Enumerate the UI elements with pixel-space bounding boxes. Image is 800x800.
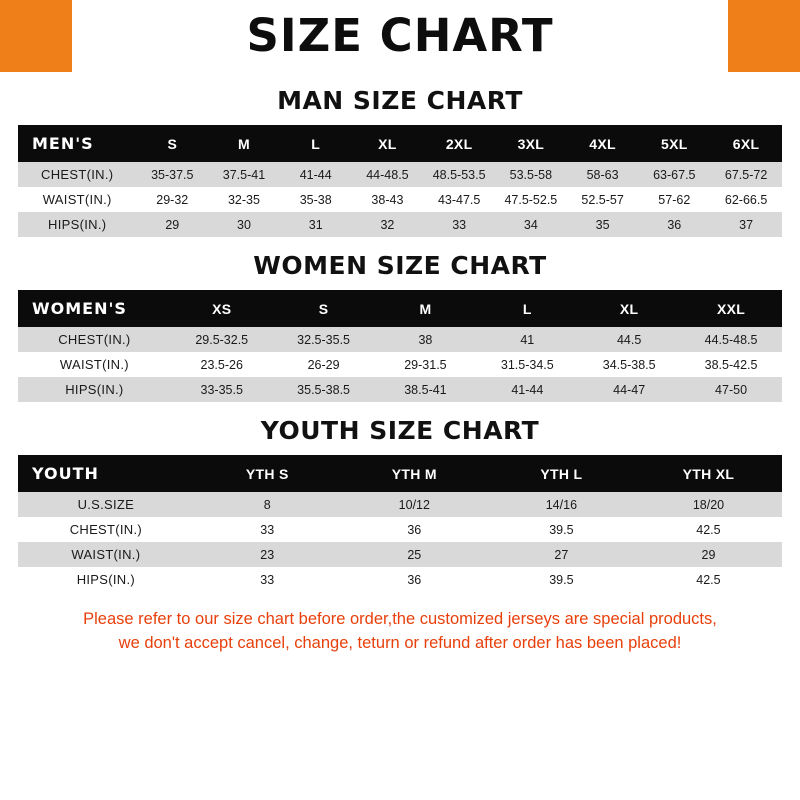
youth-row-2-val-2: 27 [488,542,635,567]
men-row-0-val-8: 67.5-72 [710,162,782,187]
youth-row-2-val-3: 29 [635,542,782,567]
note-line-1: Please refer to our size chart before order,the customized jerseys are special products, [83,610,717,628]
women-row-2-val-3: 41-44 [476,377,578,402]
men-row-1-val-4: 43-47.5 [423,187,495,212]
women-row-2-val-0: 33-35.5 [171,377,273,402]
men-header-5: 2XL [423,125,495,162]
men-row-2-val-4: 33 [423,212,495,237]
men-row-0-val-6: 58-63 [567,162,639,187]
women-header-5: XL [578,290,680,327]
table-row [18,517,782,542]
men-header-8: 5XL [638,125,710,162]
men-header-9: 6XL [710,125,782,162]
table-row [18,567,782,592]
men-header-1: S [136,125,208,162]
men-section-title: MAN SIZE CHART [277,86,523,115]
youth-row-0-val-0: 8 [194,492,341,517]
youth-row-3-label: HIPS(IN.) [18,567,194,592]
men-row-0-val-5: 53.5-58 [495,162,567,187]
men-header-0: MEN'S [18,125,136,162]
women-header-2: S [273,290,375,327]
women-row-1-val-0: 23.5-26 [171,352,273,377]
order-policy-note [0,608,800,656]
youth-section-title: YOUTH SIZE CHART [260,416,540,445]
youth-row-0-val-1: 10/12 [341,492,488,517]
women-row-0-val-4: 44.5 [578,327,680,352]
youth-row-1-label: CHEST(IN.) [18,517,194,542]
youth-row-0-val-3: 18/20 [635,492,782,517]
women-row-2-val-1: 35.5-38.5 [273,377,375,402]
men-row-2-val-2: 31 [280,212,352,237]
women-row-1-val-1: 26-29 [273,352,375,377]
table-row [18,377,782,402]
women-row-0-val-2: 38 [375,327,477,352]
men-size-table [18,125,782,237]
women-header-0: WOMEN'S [18,290,171,327]
youth-row-1-val-3: 42.5 [635,517,782,542]
men-row-1-val-3: 38-43 [352,187,424,212]
men-header-7: 4XL [567,125,639,162]
women-header-4: L [476,290,578,327]
women-header-6: XXL [680,290,782,327]
men-header-4: XL [352,125,424,162]
women-row-1-val-4: 34.5-38.5 [578,352,680,377]
men-section [0,86,800,237]
women-header-1: XS [171,290,273,327]
youth-row-3-val-0: 33 [194,567,341,592]
men-row-2-val-7: 36 [638,212,710,237]
men-row-1-val-1: 32-35 [208,187,280,212]
table-row [18,327,782,352]
youth-header-2: YTH M [341,455,488,492]
men-row-1-val-7: 57-62 [638,187,710,212]
youth-row-0-val-2: 14/16 [488,492,635,517]
men-row-0-val-1: 37.5-41 [208,162,280,187]
youth-row-2-label: WAIST(IN.) [18,542,194,567]
table-header-row [18,125,782,162]
table-row [18,352,782,377]
men-row-1-val-6: 52.5-57 [567,187,639,212]
table-header-row [18,290,782,327]
youth-row-0-label: U.S.SIZE [18,492,194,517]
youth-row-1-val-1: 36 [341,517,488,542]
men-row-0-val-0: 35-37.5 [136,162,208,187]
table-row [18,492,782,517]
women-row-0-val-3: 41 [476,327,578,352]
men-row-0-val-3: 44-48.5 [352,162,424,187]
table-row [18,162,782,187]
men-row-0-label: CHEST(IN.) [18,162,136,187]
women-row-0-val-5: 44.5-48.5 [680,327,782,352]
table-row [18,212,782,237]
page-title: SIZE CHART [246,9,554,62]
women-header-3: M [375,290,477,327]
men-row-2-val-0: 29 [136,212,208,237]
men-row-1-val-0: 29-32 [136,187,208,212]
women-row-0-val-1: 32.5-35.5 [273,327,375,352]
men-row-1-val-2: 35-38 [280,187,352,212]
youth-row-1-val-0: 33 [194,517,341,542]
youth-row-2-val-0: 23 [194,542,341,567]
men-row-0-val-2: 41-44 [280,162,352,187]
men-row-2-val-1: 30 [208,212,280,237]
youth-header-4: YTH XL [635,455,782,492]
men-row-1-val-5: 47.5-52.5 [495,187,567,212]
table-row [18,187,782,212]
men-row-2-val-6: 35 [567,212,639,237]
women-row-2-val-2: 38.5-41 [375,377,477,402]
banner [0,0,800,72]
youth-row-3-val-1: 36 [341,567,488,592]
youth-header-3: YTH L [488,455,635,492]
youth-row-1-val-2: 39.5 [488,517,635,542]
women-size-table [18,290,782,402]
table-header-row [18,455,782,492]
women-row-1-val-2: 29-31.5 [375,352,477,377]
youth-section [0,416,800,592]
men-header-2: M [208,125,280,162]
men-header-3: L [280,125,352,162]
youth-row-2-val-1: 25 [341,542,488,567]
women-row-2-val-4: 44-47 [578,377,680,402]
men-row-0-val-4: 48.5-53.5 [423,162,495,187]
men-header-6: 3XL [495,125,567,162]
women-row-0-val-0: 29.5-32.5 [171,327,273,352]
men-row-2-label: HIPS(IN.) [18,212,136,237]
women-row-2-label: HIPS(IN.) [18,377,171,402]
men-row-0-val-7: 63-67.5 [638,162,710,187]
women-row-1-val-5: 38.5-42.5 [680,352,782,377]
youth-size-table [18,455,782,592]
youth-header-1: YTH S [194,455,341,492]
men-row-1-label: WAIST(IN.) [18,187,136,212]
men-row-2-val-3: 32 [352,212,424,237]
men-row-1-val-8: 62-66.5 [710,187,782,212]
youth-row-3-val-2: 39.5 [488,567,635,592]
note-line-2: we don't accept cancel, change, teturn or refund after order has been placed! [118,633,682,652]
youth-row-3-val-3: 42.5 [635,567,782,592]
table-row [18,542,782,567]
women-row-1-val-3: 31.5-34.5 [476,352,578,377]
men-row-2-val-5: 34 [495,212,567,237]
women-section [0,251,800,402]
women-row-1-label: WAIST(IN.) [18,352,171,377]
women-row-0-label: CHEST(IN.) [18,327,171,352]
women-row-2-val-5: 47-50 [680,377,782,402]
men-row-2-val-8: 37 [710,212,782,237]
women-section-title: WOMEN SIZE CHART [253,251,547,280]
youth-header-0: YOUTH [18,455,194,492]
